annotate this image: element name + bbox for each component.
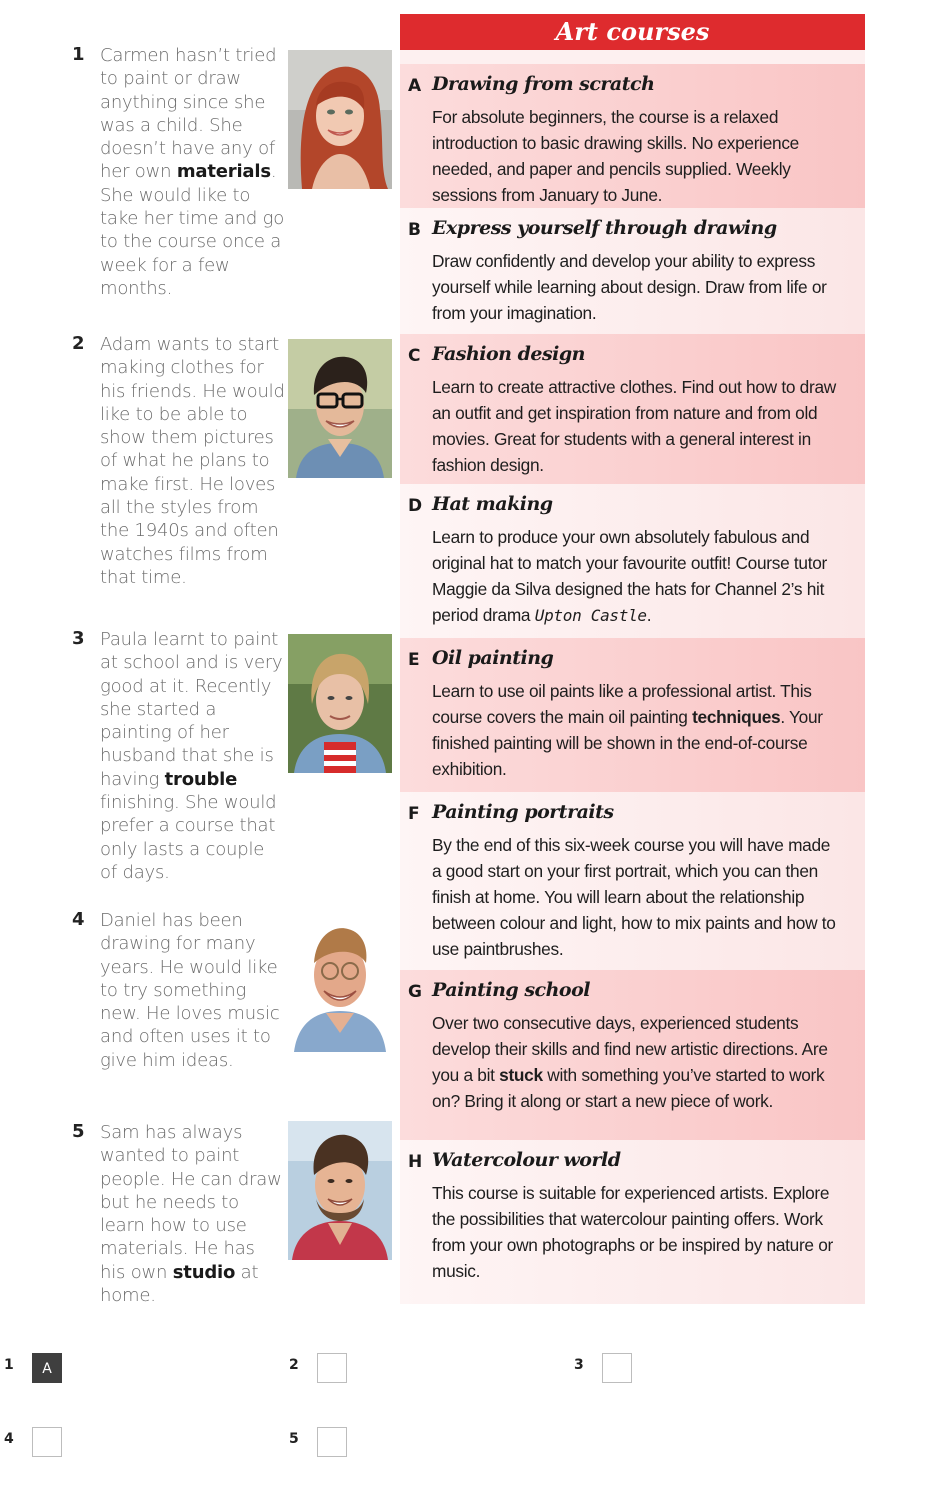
course-d: [400, 484, 865, 638]
person-number: 5: [72, 1121, 85, 1142]
course-description: [432, 1180, 837, 1284]
course-f: [400, 792, 865, 970]
text-run: with something you’ve started to work on? Bring it along or start a new piece of work.: [432, 1065, 825, 1111]
course-title: Painting school: [432, 979, 590, 1001]
course-title: Watercolour world: [432, 1149, 621, 1171]
text-run: at home.: [100, 1261, 259, 1307]
course-c: [400, 334, 865, 484]
answer-box[interactable]: [317, 1353, 347, 1383]
person-5: [72, 1121, 402, 1307]
text-run: Daniel has been drawing for many years. He would like to try something new. He loves music and often uses it to give him ideas.: [100, 910, 280, 1071]
course-description: [432, 104, 837, 208]
answer-number: 4: [4, 1431, 14, 1447]
man-older-glasses-photo: [288, 913, 392, 1052]
answer-number: 2: [289, 1357, 299, 1373]
bold-keyword: stuck: [499, 1065, 543, 1085]
course-letter: B: [408, 220, 421, 240]
bold-keyword: techniques: [692, 707, 781, 727]
text-run: Paula learnt to paint at school and is very good at it. Recently she started a painting of her husband that she is having: [100, 629, 283, 790]
course-description: [432, 1010, 837, 1114]
text-run: . Your finished painting will be shown in the end-of-course exhibition.: [432, 707, 823, 779]
course-b: [400, 208, 865, 334]
course-a: [400, 64, 865, 208]
text-run: Adam wants to start making clothes for his friends. He would like to be able to show them pictures of what he plans to make first. He loves all the styles from the 1940s and often watches films from that time.: [100, 334, 285, 588]
panel-title: Art courses: [400, 14, 865, 50]
course-e: [400, 638, 865, 792]
course-letter: H: [408, 1152, 423, 1172]
text-run: Learn to produce your own absolutely fabulous and original hat to match your favourite outfit! Course tutor Maggie da Silva designed the hats for Channel 2’s hit period drama: [432, 527, 827, 625]
person-number: 3: [72, 628, 85, 649]
course-description: [432, 524, 837, 629]
person-2: [72, 333, 402, 603]
course-letter: E: [408, 650, 420, 670]
text-run: Sam has always wanted to paint people. He can draw but he needs to learn how to use materials. He has his own: [100, 1122, 282, 1283]
bold-keyword: studio: [172, 1261, 236, 1283]
course-letter: C: [408, 346, 421, 366]
person-description: [100, 628, 285, 884]
course-letter: D: [408, 496, 423, 516]
text-run: finishing. She would prefer a course that only lasts a couple of days.: [100, 792, 277, 883]
course-letter: G: [408, 982, 422, 1002]
course-title: Oil painting: [432, 647, 554, 669]
woman-blonde-photo: [288, 634, 392, 773]
person-number: 1: [72, 44, 85, 65]
text-run: Learn to use oil paints like a professional artist. This course covers the main oil painting: [432, 681, 812, 727]
course-description: [432, 374, 837, 478]
course-letter: F: [408, 804, 420, 824]
person-description: [100, 1121, 285, 1307]
course-title: Painting portraits: [432, 801, 614, 823]
person-number: 2: [72, 333, 85, 354]
italic-title: Upton Castle: [534, 606, 647, 625]
text-run: Carmen hasn’t tried to paint or draw anything since she was a child. She doesn’t have any of her own: [100, 45, 277, 183]
answer-box[interactable]: [32, 1427, 62, 1457]
text-run: This course is suitable for experienced artists. Explore the possibilities that watercolour painting offers. Work from your own photographs or be inspired by nature or music.: [432, 1183, 834, 1281]
person-description: [100, 333, 285, 589]
text-run: Over two consecutive days, experienced students develop their skills and find new artistic directions. Are you a bit: [432, 1013, 828, 1085]
bold-keyword: materials: [176, 161, 271, 183]
person-4: [72, 909, 402, 1069]
text-run: By the end of this six-week course you will have made a good start on your first portrait, which you can then finish at home. You will learn about the relationship between colour and light, how to mix paints and how to use paintbrushes.: [432, 835, 836, 959]
course-title: Fashion design: [432, 343, 585, 365]
course-g: [400, 970, 865, 1140]
man-beard-photo: [288, 1121, 392, 1260]
person-1: [72, 44, 402, 304]
course-h: [400, 1140, 865, 1304]
person-3: [72, 628, 402, 883]
person-description: [100, 44, 285, 300]
course-title: Express yourself through drawing: [432, 217, 777, 239]
woman-red-hair-photo: [288, 50, 392, 189]
answer-number: 1: [4, 1357, 14, 1373]
text-run: Learn to create attractive clothes. Find out how to draw an outfit and get inspiration from nature and from old movies. Great for students with a general interest in fashion design.: [432, 377, 836, 475]
answer-box[interactable]: [317, 1427, 347, 1457]
course-title: Drawing from scratch: [432, 73, 655, 95]
answer-number: 5: [289, 1431, 299, 1447]
text-run: Draw confidently and develop your ability to express yourself while learning about design. Draw from life or from your imagination.: [432, 251, 827, 323]
text-run: . She would like to take her time and go to the course once a week for a few months.: [100, 161, 285, 299]
course-letter: A: [408, 76, 422, 96]
course-description: [432, 678, 837, 782]
text-run: .: [646, 605, 652, 625]
person-description: [100, 909, 285, 1072]
answer-number: 3: [574, 1357, 584, 1373]
course-description: [432, 832, 837, 962]
course-title: Hat making: [432, 493, 553, 515]
text-run: For absolute beginners, the course is a relaxed introduction to basic drawing skills. No experience needed, and paper and pencils supplied. Weekly sessions from January to June.: [432, 107, 799, 205]
answer-box[interactable]: [602, 1353, 632, 1383]
course-description: [432, 248, 837, 326]
person-number: 4: [72, 909, 85, 930]
bold-keyword: trouble: [164, 768, 238, 790]
man-glasses-photo: [288, 339, 392, 478]
art-courses-panel: [400, 14, 865, 1304]
answer-box[interactable]: A: [32, 1353, 62, 1383]
